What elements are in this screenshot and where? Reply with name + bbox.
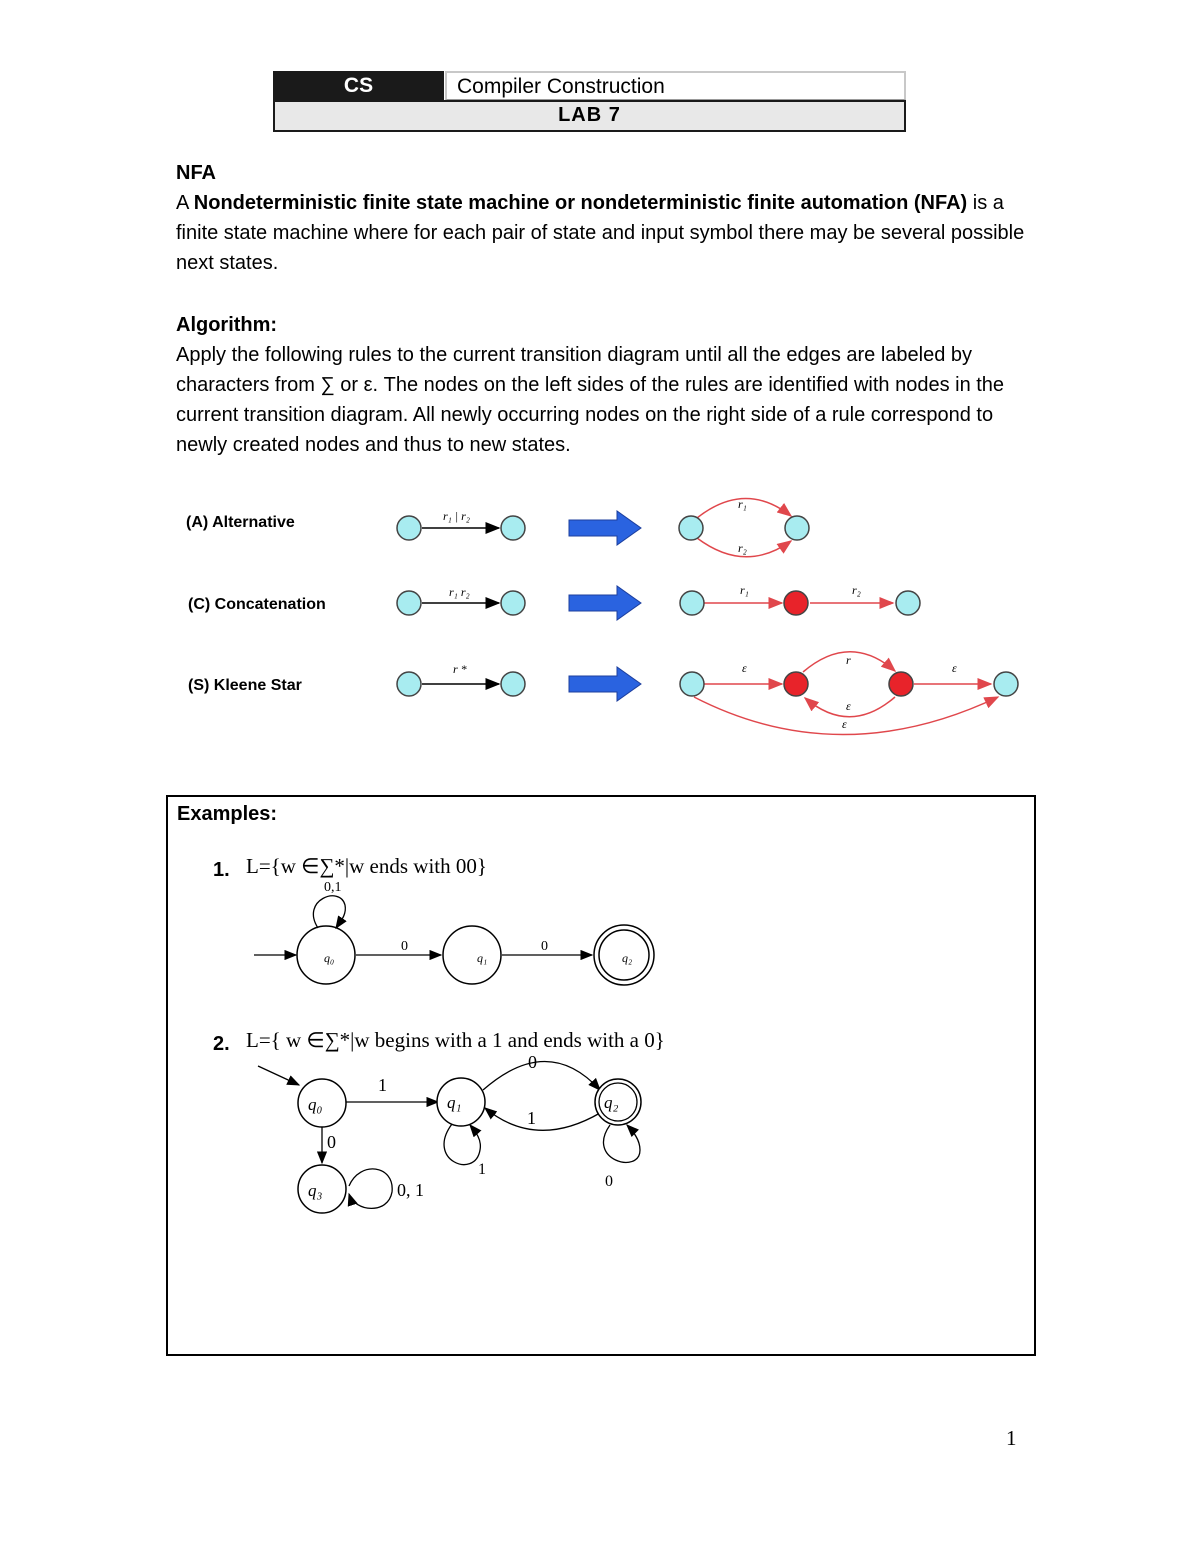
ex2-q3-label: q₃: [308, 1181, 323, 1200]
rule-c-arrow: [569, 586, 641, 620]
ex2-loop-q1: 1: [478, 1161, 486, 1178]
ex1-q2-label: q₂: [622, 951, 633, 965]
ex1-edge-1-label: 0: [401, 939, 408, 954]
rule-a-label: (A) Alternative: [186, 514, 295, 531]
rule-s-label: (S) Kleene Star: [188, 677, 302, 694]
rule-s-out-inner1: [784, 672, 808, 696]
rule-c-first-label: r₁: [740, 583, 749, 597]
rule-a-start-node: [397, 516, 421, 540]
rule-s-end-node: [501, 672, 525, 696]
lab-header: [273, 71, 906, 132]
rule-a-bottom-label: r₂: [738, 541, 747, 555]
examples-title: Examples:: [177, 803, 278, 825]
ex2-edge-q0-q1: 1: [378, 1075, 387, 1095]
rule-c-second-label: r₂: [852, 583, 861, 597]
rule-s-edge-label: r *: [453, 662, 467, 676]
rule-c-out-end: [896, 591, 920, 615]
rule-s-arrow: [569, 667, 641, 701]
ex1-edge-2-label: 0: [541, 939, 548, 954]
ex2-loop-q3: 0, 1: [397, 1180, 424, 1200]
ex1-state-q1: [443, 926, 501, 984]
rule-s-r: r: [846, 653, 851, 667]
ex1-q0-label: q₀: [324, 951, 335, 965]
nfa-definition: [176, 188, 1036, 278]
ex2-edge-q0-q3: 0: [327, 1132, 336, 1152]
def-rest: is a finite state machine where for each pair of state and input symbol there may be several possible next states.: [176, 192, 1025, 274]
algorithm-heading: Algorithm:: [176, 314, 278, 336]
rule-c-start-node: [397, 591, 421, 615]
ex1-loop-label: 0,1: [324, 880, 342, 895]
rule-a-out-end: [785, 516, 809, 540]
algorithm-text: Apply the following rules to the current transition diagram until all the edges are labeled by characters from ∑ or ε. The nodes on the left sides of the rules are identified with nodes in the current transition diagram. All newly occurring nodes on the right side of a rule correspond to newly created nodes and thus to new states.: [176, 344, 1005, 456]
lab-cell: LAB 7: [273, 100, 906, 132]
rule-c-out-mid: [784, 591, 808, 615]
rule-c-out-start: [680, 591, 704, 615]
dept-cell: CS: [273, 71, 444, 100]
def-term: Nondeterministic finite state machine or nondeterministic finite automation (NFA): [193, 192, 968, 214]
def-prefix: A: [176, 192, 194, 214]
thompson-rules-diagram: [0, 480, 1200, 760]
rule-c-end-node: [501, 591, 525, 615]
ex2-edge-q1-q2: 0: [528, 1052, 537, 1072]
rule-c-label: (C) Concatenation: [188, 596, 326, 613]
rule-s-eps-back: ε: [846, 699, 851, 713]
example-2-number: 2.: [213, 1033, 230, 1055]
example-diagrams: [0, 870, 1200, 1230]
ex2-loop-q2: 0: [605, 1173, 613, 1190]
ex2-q1-label: q₁: [447, 1093, 462, 1112]
rule-s-eps-skip: ε: [842, 717, 847, 731]
nfa-heading: NFA: [176, 162, 216, 184]
rule-s-eps1: ε: [742, 661, 747, 675]
rule-a-out-start: [679, 516, 703, 540]
course-cell: Compiler Construction: [445, 71, 906, 100]
rule-s-out-inner2: [889, 672, 913, 696]
page-number: 1: [1006, 1426, 1017, 1450]
rule-a-edge-label: r₁ | r₂: [443, 509, 470, 523]
rule-a-top-label: r₁: [738, 497, 747, 511]
rule-a-end-node: [501, 516, 525, 540]
rule-s-eps2: ε: [952, 661, 957, 675]
ex2-q0-label: q₀: [308, 1095, 323, 1114]
example-1-number: 1.: [213, 859, 230, 881]
ex2-edge-q2-q1: 1: [527, 1108, 536, 1128]
ex1-q1-label: q₁: [477, 951, 488, 965]
rule-s-out-end: [994, 672, 1018, 696]
rule-a-arrow: [569, 511, 641, 545]
rule-s-out-start: [680, 672, 704, 696]
example-1-language: L={w ∈∑*|w ends with 00}: [246, 854, 487, 878]
rule-s-start-node: [397, 672, 421, 696]
example-2-language: L={ w ∈∑*|w begins with a 1 and ends with a 0}: [246, 1028, 665, 1052]
ex2-q2-label: q₂: [604, 1093, 619, 1112]
rule-c-edge-label: r₁ r₂: [449, 585, 470, 599]
